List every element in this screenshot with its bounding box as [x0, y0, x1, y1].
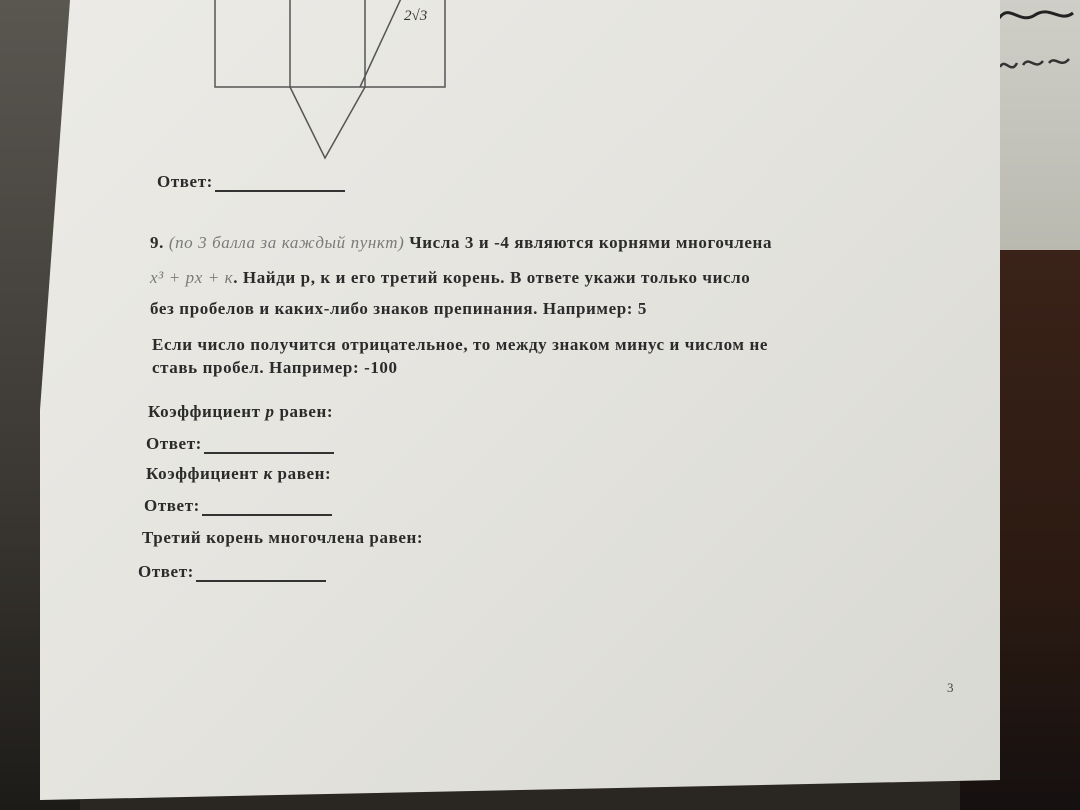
task-line1-text: Числа 3 и -4 являются корнями многочлена: [409, 233, 773, 252]
polynomial-formula: x³ + px + к: [150, 268, 234, 287]
geometry-figure: [210, 0, 470, 170]
task-points-note: (по 3 балла за каждый пункт): [168, 233, 405, 252]
answer-line[interactable]: [215, 174, 345, 192]
task-line-2: [150, 268, 750, 288]
task-line-5: ставь пробел. Например: -100: [152, 358, 398, 377]
question-label-end: равен:: [272, 464, 332, 483]
task-number: 9.: [150, 233, 164, 252]
question-variable: к: [263, 464, 273, 483]
question-label: Третий корень многочлена равен:: [142, 528, 424, 547]
question-coefficient-k: [146, 464, 331, 484]
question-label: Коэффициент: [148, 402, 266, 421]
task-line2-text: . Найди p, к и его третий корень. В ответе укажи только число: [233, 268, 751, 287]
paper-sheet: [40, 0, 1000, 800]
question-third-root: [142, 528, 423, 548]
answer-line[interactable]: [202, 498, 332, 516]
answer-line[interactable]: [204, 436, 334, 454]
question-label-end: равен:: [274, 402, 334, 421]
figure-label: 2√3: [404, 8, 428, 24]
answer-k: [144, 496, 332, 516]
page-number: 3: [947, 680, 954, 695]
question-variable: p: [265, 402, 275, 421]
task-line-1: [150, 233, 772, 253]
answer-label: Ответ:: [138, 562, 194, 581]
task-line-3: без пробелов и каких-либо знаков препинания. Например: 5: [150, 299, 648, 318]
answer-label: Ответ:: [157, 172, 213, 191]
task-line-4: Если число получится отрицательное, то между знаком минус и числом не: [152, 335, 769, 354]
answer-p: [146, 434, 334, 454]
answer-label: Ответ:: [146, 434, 202, 453]
question-label: Коэффициент: [146, 464, 264, 483]
answer-line[interactable]: [196, 564, 326, 582]
question-coefficient-p: [148, 402, 333, 422]
answer-label: Ответ:: [144, 496, 200, 515]
answer-third-root: [138, 562, 326, 582]
answer-top: [157, 172, 345, 192]
